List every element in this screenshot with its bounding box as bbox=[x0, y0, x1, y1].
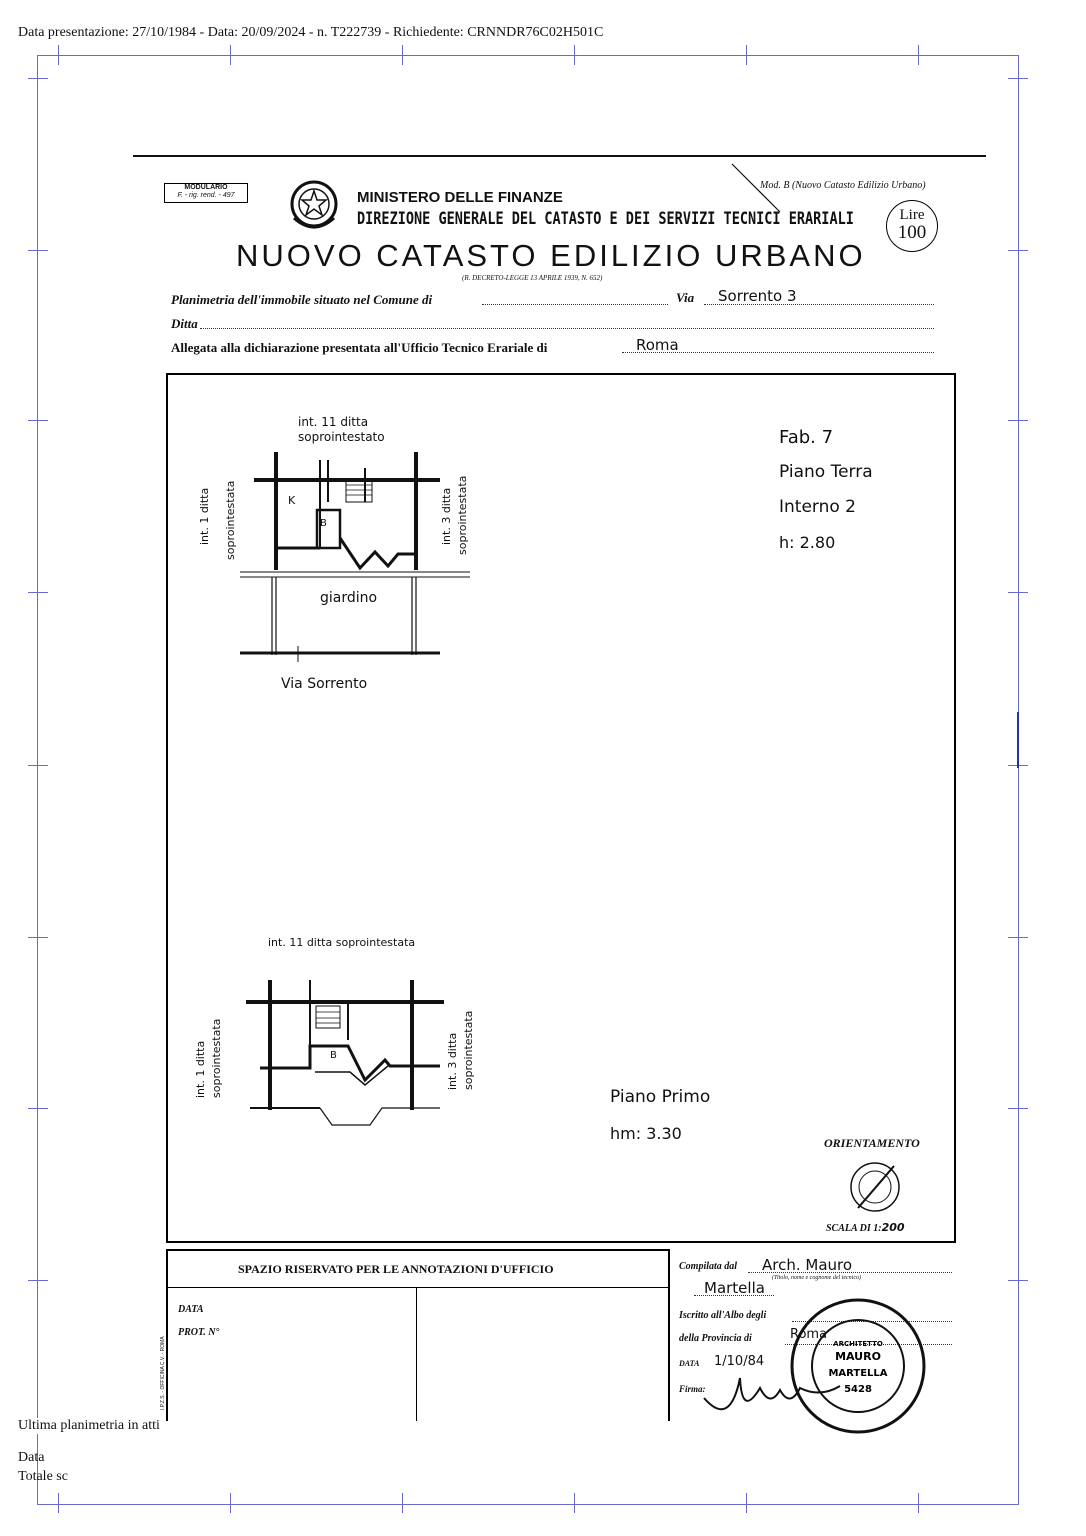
lire-word: Lire bbox=[899, 207, 925, 223]
first-left-note-2: soprointestata bbox=[210, 1018, 223, 1098]
north-arrow-icon bbox=[848, 1160, 902, 1214]
office-prot-label: PROT. N° bbox=[178, 1327, 220, 1338]
document-header-line: Data presentazione: 27/10/1984 - Data: 20/09/2024 - n. T222739 - Richiedente: CRNNDR76C02H501C bbox=[18, 25, 604, 40]
ground-floor-plan bbox=[240, 440, 470, 670]
scala-label bbox=[826, 1221, 905, 1234]
form-top-rule bbox=[133, 155, 986, 157]
room-k-label: K bbox=[288, 494, 296, 507]
first-top-note: int. 11 ditta soprointestata bbox=[268, 936, 416, 949]
garden-label: giardino bbox=[320, 590, 378, 606]
modulario-box bbox=[164, 183, 248, 203]
office-side-print: I.P.Z.S. - OFFICINA C.V. - ROMA bbox=[160, 1336, 166, 1410]
comune-field bbox=[482, 304, 668, 305]
iscritto-label: Iscritto all'Albo degli bbox=[679, 1310, 767, 1321]
modulario-line1: MODULARIO bbox=[184, 184, 228, 191]
bottom-data-label: Data bbox=[18, 1450, 45, 1465]
scala-label-text: SCALA DI 1: bbox=[826, 1223, 882, 1234]
bottom-totale-label: Totale sc bbox=[18, 1469, 68, 1484]
scala-value: 200 bbox=[881, 1221, 905, 1234]
ground-right-note-1: int. 3 ditta bbox=[440, 487, 453, 545]
compilata-label: Compilata dal bbox=[679, 1261, 738, 1272]
fab-label: Fab. 7 bbox=[779, 427, 834, 448]
allegata-value: Roma bbox=[636, 336, 679, 354]
first-floor-plan bbox=[240, 970, 460, 1135]
planimetria-label: Planimetria dell'immobile situato nel Comune di bbox=[171, 292, 433, 307]
ministry-title: NUOVO CATASTO EDILIZIO URBANO bbox=[236, 238, 866, 273]
firma-label: Firma: bbox=[679, 1384, 706, 1394]
height-first-label: hm: 3.30 bbox=[610, 1124, 682, 1143]
via-value: Sorrento 3 bbox=[718, 287, 797, 305]
stamp-line2: MAURO bbox=[835, 1350, 881, 1363]
compilata-value-2: Martella bbox=[704, 1279, 765, 1297]
height-ground-label: h: 2.80 bbox=[779, 533, 836, 552]
italian-emblem-icon bbox=[288, 178, 340, 234]
architect-stamp bbox=[788, 1296, 928, 1436]
floor-first-label: Piano Primo bbox=[610, 1087, 711, 1107]
title-note: (Titolo, nome e cognome del tecnico) bbox=[772, 1275, 861, 1281]
office-data-label: DATA bbox=[178, 1304, 204, 1315]
lire-stamp bbox=[886, 200, 938, 252]
decree-note: (R. DECRETO-LEGGE 13 APRILE 1939, N. 652) bbox=[462, 274, 603, 282]
provincia-value: Roma bbox=[790, 1327, 828, 1342]
first-right-note-1: int. 3 ditta bbox=[446, 1032, 459, 1090]
ditta-field bbox=[200, 328, 934, 329]
ground-top-note-2: soprointestato bbox=[298, 430, 385, 444]
compiler-data-value: 1/10/84 bbox=[714, 1354, 765, 1369]
ditta-label: Ditta bbox=[171, 316, 198, 331]
compiler-data-label: DATA bbox=[679, 1359, 700, 1368]
orientamento-label: ORIENTAMENTO bbox=[824, 1136, 920, 1150]
allegata-label: Allegata alla dichiarazione presentata all'Ufficio Tecnico Erariale di bbox=[171, 340, 548, 355]
stamp-line3: MARTELLA bbox=[828, 1368, 888, 1379]
office-title: SPAZIO RISERVATO PER LE ANNOTAZIONI D'UFFICIO bbox=[238, 1262, 554, 1276]
stamp-line4: 5428 bbox=[844, 1384, 872, 1395]
ground-top-note-1: int. 11 ditta bbox=[298, 415, 369, 429]
floor-ground-label: Piano Terra bbox=[779, 462, 873, 482]
office-annotations-box bbox=[166, 1249, 670, 1421]
modulario-line2: F. - rig. rend. - 497 bbox=[177, 192, 235, 199]
ministry-line2: DIREZIONE GENERALE DEL CATASTO E DEI SERVIZI TECNICI ERARIALI bbox=[357, 209, 854, 228]
ground-left-note-2: soprointestata bbox=[224, 480, 237, 560]
stamp-line1: ARCHITETTO bbox=[833, 1340, 883, 1348]
mod-b-label: Mod. B (Nuovo Catasto Edilizio Urbano) bbox=[760, 180, 926, 191]
compilata-value: Arch. Mauro bbox=[762, 1256, 853, 1274]
ground-room-b-label: B bbox=[320, 518, 327, 529]
first-room-b-label: B bbox=[330, 1050, 337, 1061]
ground-right-note-2: soprointestata bbox=[456, 475, 469, 555]
strike-mark bbox=[730, 162, 785, 217]
ground-left-note-1: int. 1 ditta bbox=[198, 487, 211, 545]
ministry-line1: MINISTERO DELLE FINANZE bbox=[357, 189, 563, 206]
lire-amount: 100 bbox=[897, 222, 927, 243]
interno-label: Interno 2 bbox=[779, 497, 856, 517]
via-label: Via bbox=[676, 290, 695, 305]
provincia-label: della Provincia di bbox=[679, 1333, 752, 1344]
ultima-planimetria-label: Ultima planimetria in atti bbox=[18, 1418, 160, 1433]
first-right-note-2: soprointestata bbox=[462, 1010, 475, 1090]
first-left-note-1: int. 1 ditta bbox=[194, 1040, 207, 1098]
street-label: Via Sorrento bbox=[281, 676, 368, 692]
